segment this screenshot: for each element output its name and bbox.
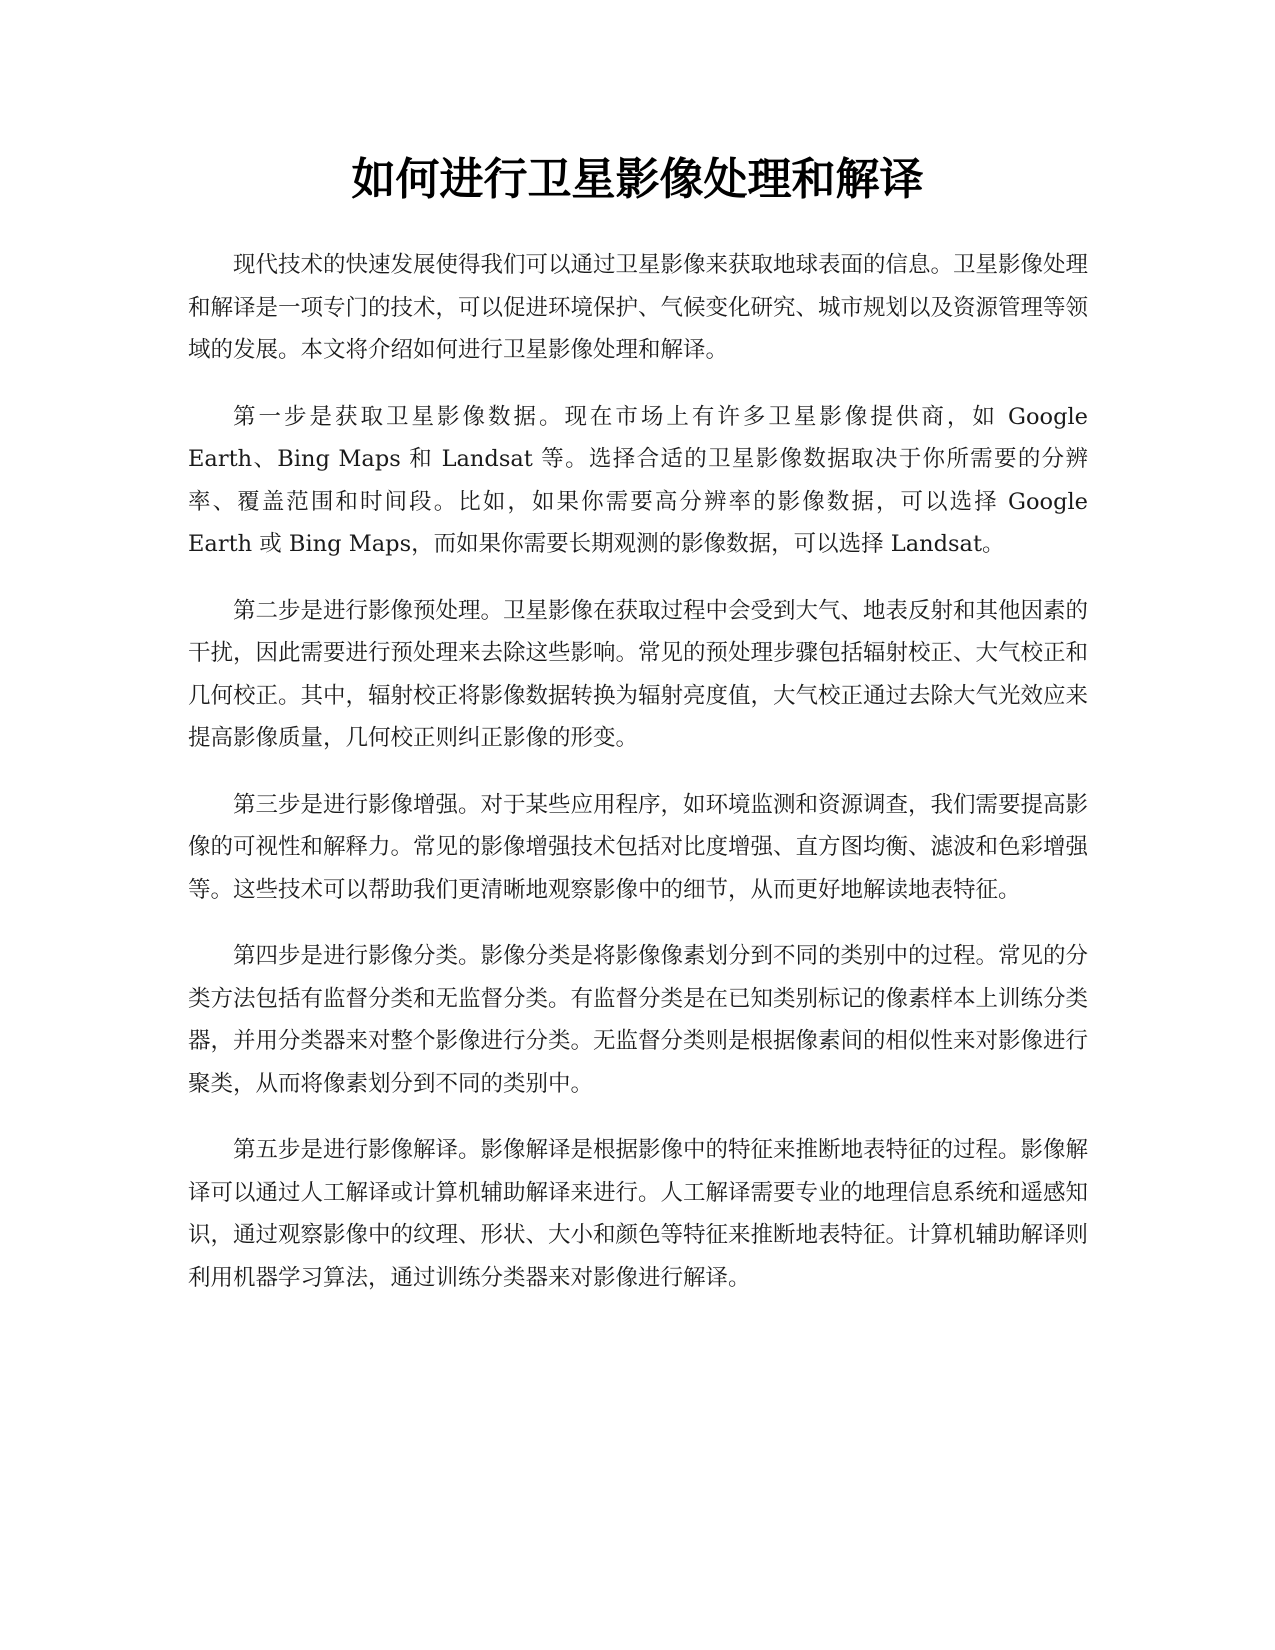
- document-body: [188, 244, 1088, 1323]
- paragraph-step-1: 第一步是获取卫星影像数据。现在市场上有许多卫星影像提供商，如 Google Earth、Bing Maps 和 Landsat 等。选择合适的卫星影像数据取决于你所需要的分辨率、覆盖范围和时间段。比如，如果你需要高分辨率的影像数据，可以选择 Google Earth 或 Bing Maps，而如果你需要长期观测的影像数据，可以选择 Landsat。: [188, 403, 1088, 557]
- paragraph-step-4: 第四步是进行影像分类。影像分类是将影像像素划分到不同的类别中的过程。常见的分类方法包括有监督分类和无监督分类。有监督分类是在已知类别标记的像素样本上训练分类器，并用分类器来对整个影像进行分类。无监督分类则是根据像素间的相似性来对影像进行聚类，从而将像素划分到不同的类别中。: [188, 943, 1089, 1097]
- paragraph-step-5: 第五步是进行影像解译。影像解译是根据影像中的特征来推断地表特征的过程。影像解译可以通过人工解译或计算机辅助解译来进行。人工解译需要专业的地理信息系统和遥感知识，通过观察影像中的纹理、形状、大小和颜色等特征来推断地表特征。计算机辅助解译则利用机器学习算法，通过训练分类器来对影像进行解译。: [188, 1137, 1089, 1291]
- paragraph-step-2: 第二步是进行影像预处理。卫星影像在获取过程中会受到大气、地表反射和其他因素的干扰，因此需要进行预处理来去除这些影响。常见的预处理步骤包括辐射校正、大气校正和几何校正。其中，辐射校正将影像数据转换为辐射亮度值，大气校正通过去除大气光效应来提高影像质量，几何校正则纠正影像的形变。: [188, 597, 1089, 751]
- paragraph-step-3: 第三步是进行影像增强。对于某些应用程序，如环境监测和资源调查，我们需要提高影像的可视性和解释力。常见的影像增强技术包括对比度增强、直方图均衡、滤波和色彩增强等。这些技术可以帮助我们更清晰地观察影像中的细节，从而更好地解读地表特征。: [188, 791, 1089, 903]
- paragraph-introduction: 现代技术的快速发展使得我们可以通过卫星影像来获取地球表面的信息。卫星影像处理和解译是一项专门的技术，可以促进环境保护、气候变化研究、城市规划以及资源管理等领域的发展。本文将介绍如何进行卫星影像处理和解译。: [188, 252, 1089, 363]
- document-title: 如何进行卫星影像处理和解译: [351, 154, 924, 205]
